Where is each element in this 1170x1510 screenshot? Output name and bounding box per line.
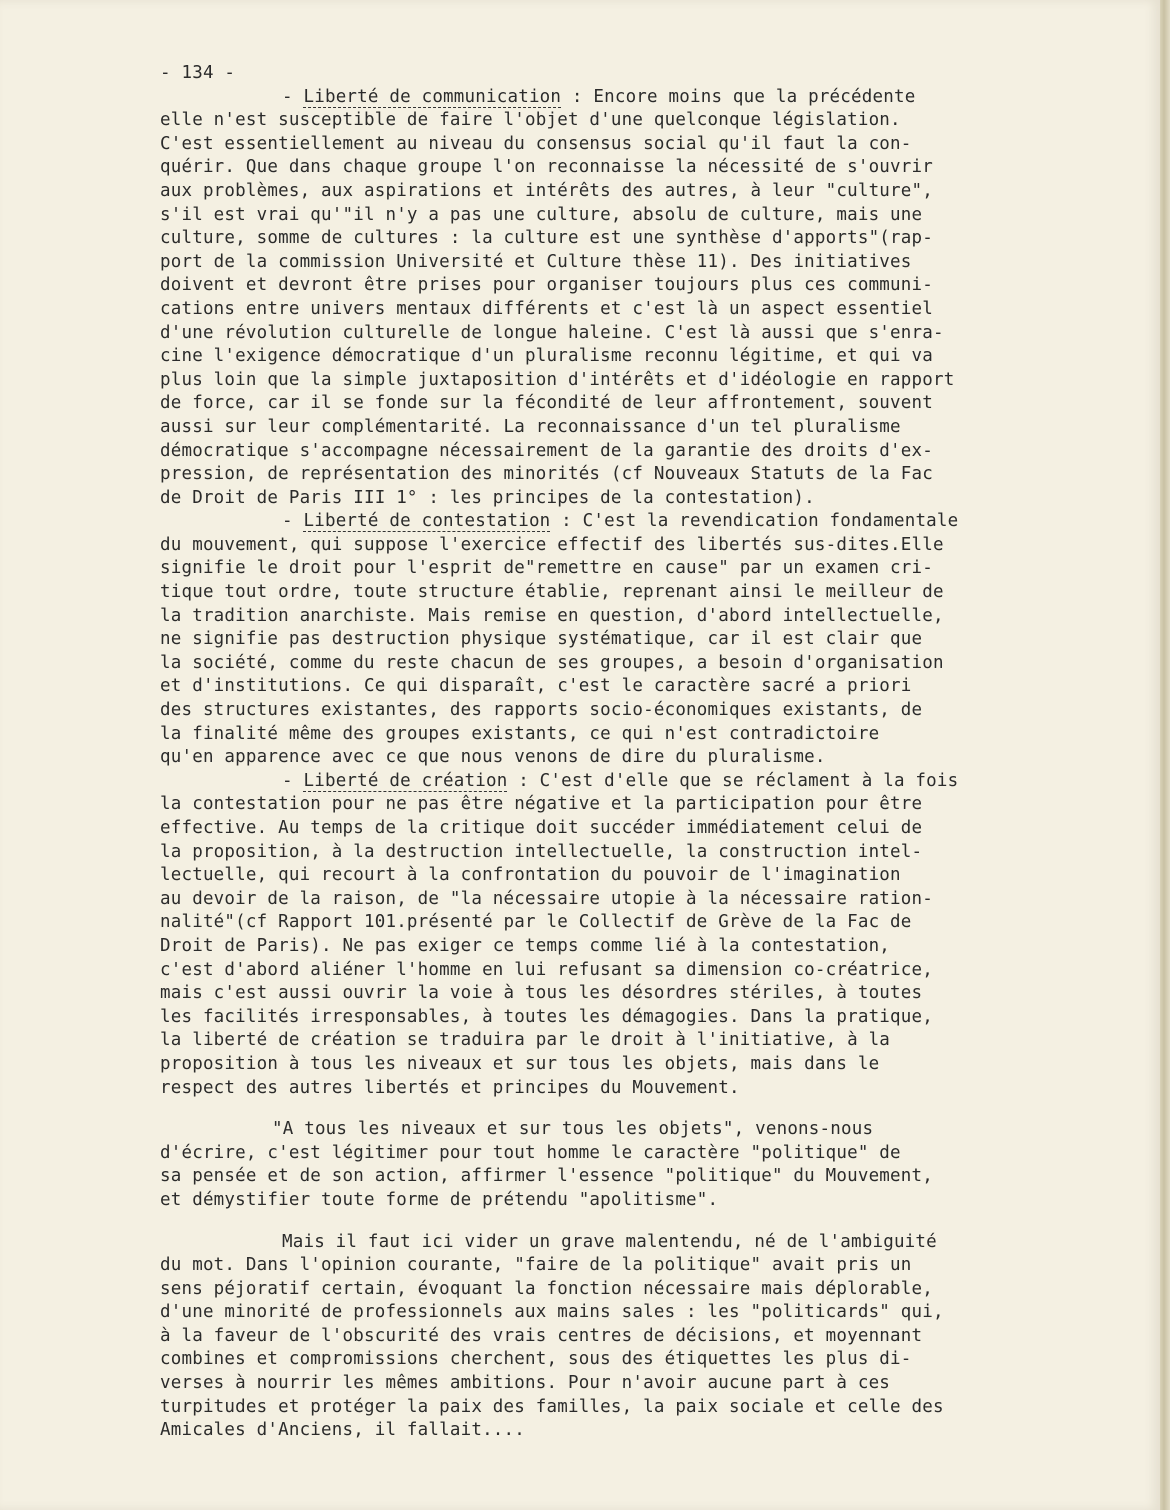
section-creation xyxy=(160,770,1050,1100)
section-heading: Liberté de communication xyxy=(303,86,562,107)
text-line: de Droit de Paris III 1° : les principes de la contestation). xyxy=(160,487,815,508)
text-line: - Liberté de communication : Encore moins que la précédente xyxy=(282,86,916,107)
text-line: la finalité même des groupes existants, ce qui n'est contradictoire xyxy=(160,723,880,744)
text-line: lectuelle, qui recourt à la confrontation du pouvoir de l'imagination xyxy=(160,865,901,886)
section-heading: Liberté de contestation xyxy=(303,511,551,532)
section-heading: Liberté de création xyxy=(303,770,508,791)
text-line: doivent et devront être prises pour organiser toujours plus ces communi- xyxy=(160,275,933,296)
text-line: la tradition anarchiste. Mais remise en question, d'abord intellectuelle, xyxy=(160,605,944,626)
text-line: au devoir de la raison, de "la nécessaire utopie à la nécessaire ration- xyxy=(160,888,933,909)
text-line: des structures existantes, des rapports socio-économiques existants, de xyxy=(160,700,923,721)
text-line: cations entre univers mentaux différents et c'est là un aspect essentiel xyxy=(160,298,933,319)
text-line: s'il est vrai qu'"il n'y a pas une culture, absolu de culture, mais une xyxy=(160,204,923,225)
text-line: aussi sur leur complémentarité. La reconnaissance d'un tel pluralisme xyxy=(160,416,901,437)
page-number: - 134 - xyxy=(160,63,236,83)
text-line: tique tout ordre, toute structure établie, reprenant ainsi le meilleur de xyxy=(160,582,944,603)
text-line: - Liberté de création : C'est d'elle que se réclament à la fois xyxy=(282,770,959,791)
section-contestation xyxy=(160,510,1050,770)
text-line: C'est essentiellement au niveau du consensus social qu'il faut la con- xyxy=(160,133,912,154)
text-line: c'est d'abord aliéner l'homme en lui refusant sa dimension co-créatrice, xyxy=(160,959,933,980)
text-line: sa pensée et de son action, affirmer l'essence "politique" du Mouvement, xyxy=(160,1166,933,1187)
text-line: du mot. Dans l'opinion courante, "faire de la politique" avait pris un xyxy=(160,1255,912,1276)
page-stack-edge xyxy=(1160,0,1170,1510)
text-line: mais c'est aussi ouvrir la voie à tous les désordres stériles, à toutes xyxy=(160,983,923,1004)
text-line: port de la commission Université et Culture thèse 11). Des initiatives xyxy=(160,251,912,272)
text-line: turpitudes et protéger la paix des familles, la paix sociale et celle des xyxy=(160,1396,944,1417)
text-line: combines et compromissions cherchent, sous des étiquettes les plus di- xyxy=(160,1349,912,1370)
text-line: - Liberté de contestation : C'est la revendication fondamentale xyxy=(282,511,959,532)
text-line: la contestation pour ne pas être négative et la participation pour être xyxy=(160,794,923,815)
text-line: proposition à tous les niveaux et sur tous les objets, mais dans le xyxy=(160,1053,880,1074)
text-line: d'écrire, c'est légitimer pour tout homme le caractère "politique" de xyxy=(160,1142,901,1163)
text-line: nalité"(cf Rapport 101.présenté par le Collectif de Grève de la Fac de xyxy=(160,912,912,933)
text-line: quérir. Que dans chaque groupe l'on reconnaisse la nécessité de s'ouvrir xyxy=(160,157,933,178)
text-line: "A tous les niveaux et sur tous les objets", venons-nous xyxy=(272,1119,874,1140)
text-line: la liberté de création se traduira par le droit à l'initiative, à la xyxy=(160,1030,891,1051)
text-line: à la faveur de l'obscurité des vrais centres de décisions, et moyennant xyxy=(160,1325,923,1346)
text-line: sens péjoratif certain, évoquant la fonction nécessaire mais déplorable, xyxy=(160,1278,933,1299)
text-line: culture, somme de cultures : la culture est une synthèse d'apports"(rap- xyxy=(160,228,933,249)
text-line: du mouvement, qui suppose l'exercice effectif des libertés sus-dites.Elle xyxy=(160,534,944,555)
text-line: démocratique s'accompagne nécessairement de la garantie des droits d'ex- xyxy=(160,440,933,461)
text-line: verses à nourrir les mêmes ambitions. Pour n'avoir aucune part à ces xyxy=(160,1373,891,1394)
text-line: d'une révolution culturelle de longue haleine. C'est là aussi que s'enra- xyxy=(160,322,944,343)
text-line: aux problèmes, aux aspirations et intérêts des autres, à leur "culture", xyxy=(160,180,933,201)
paragraph-malentendu xyxy=(160,1231,1050,1443)
typed-text-body xyxy=(160,62,1050,1443)
text-line: de force, car il se fonde sur la fécondité de leur affrontement, souvent xyxy=(160,393,933,414)
text-line: la proposition, à la destruction intellectuelle, la construction intel- xyxy=(160,841,923,862)
text-line: la société, comme du reste chacun de ses groupes, a besoin d'organisation xyxy=(160,652,944,673)
text-line: plus loin que la simple juxtaposition d'intérêts et d'idéologie en rapport xyxy=(160,369,955,390)
text-line: elle n'est susceptible de faire l'objet d'une quelconque législation. xyxy=(160,110,901,131)
text-line: Amicales d'Anciens, il fallait.... xyxy=(160,1420,526,1441)
paragraph-niveaux xyxy=(160,1118,1050,1212)
text-line: qu'en apparence avec ce que nous venons de dire du pluralisme. xyxy=(160,747,826,768)
text-line: effective. Au temps de la critique doit succéder immédiatement celui de xyxy=(160,818,923,838)
section-communication xyxy=(160,86,1050,511)
text-line: et démystifier toute forme de prétendu "apolitisme". xyxy=(160,1189,719,1210)
text-line: d'une minorité de professionnels aux mains sales : les "politicards" qui, xyxy=(160,1302,944,1323)
text-line: pression, de représentation des minorités (cf Nouveaux Statuts de la Fac xyxy=(160,464,933,485)
text-line: signifie le droit pour l'esprit de"remettre en cause" par un examen cri- xyxy=(160,558,933,579)
text-line: cine l'exigence démocratique d'un pluralisme reconnu légitime, et qui va xyxy=(160,346,933,367)
text-line: Mais il faut ici vider un grave malentendu, né de l'ambiguité xyxy=(282,1231,937,1252)
text-line: et d'institutions. Ce qui disparaît, c'est le caractère sacré a priori xyxy=(160,676,912,697)
text-line: respect des autres libertés et principes du Mouvement. xyxy=(160,1077,740,1098)
text-line: ne signifie pas destruction physique systématique, car il est clair que xyxy=(160,629,923,650)
text-line: Droit de Paris). Ne pas exiger ce temps comme lié à la contestation, xyxy=(160,935,891,956)
text-line: les facilités irresponsables, à toutes les démagogies. Dans la pratique, xyxy=(160,1006,933,1027)
